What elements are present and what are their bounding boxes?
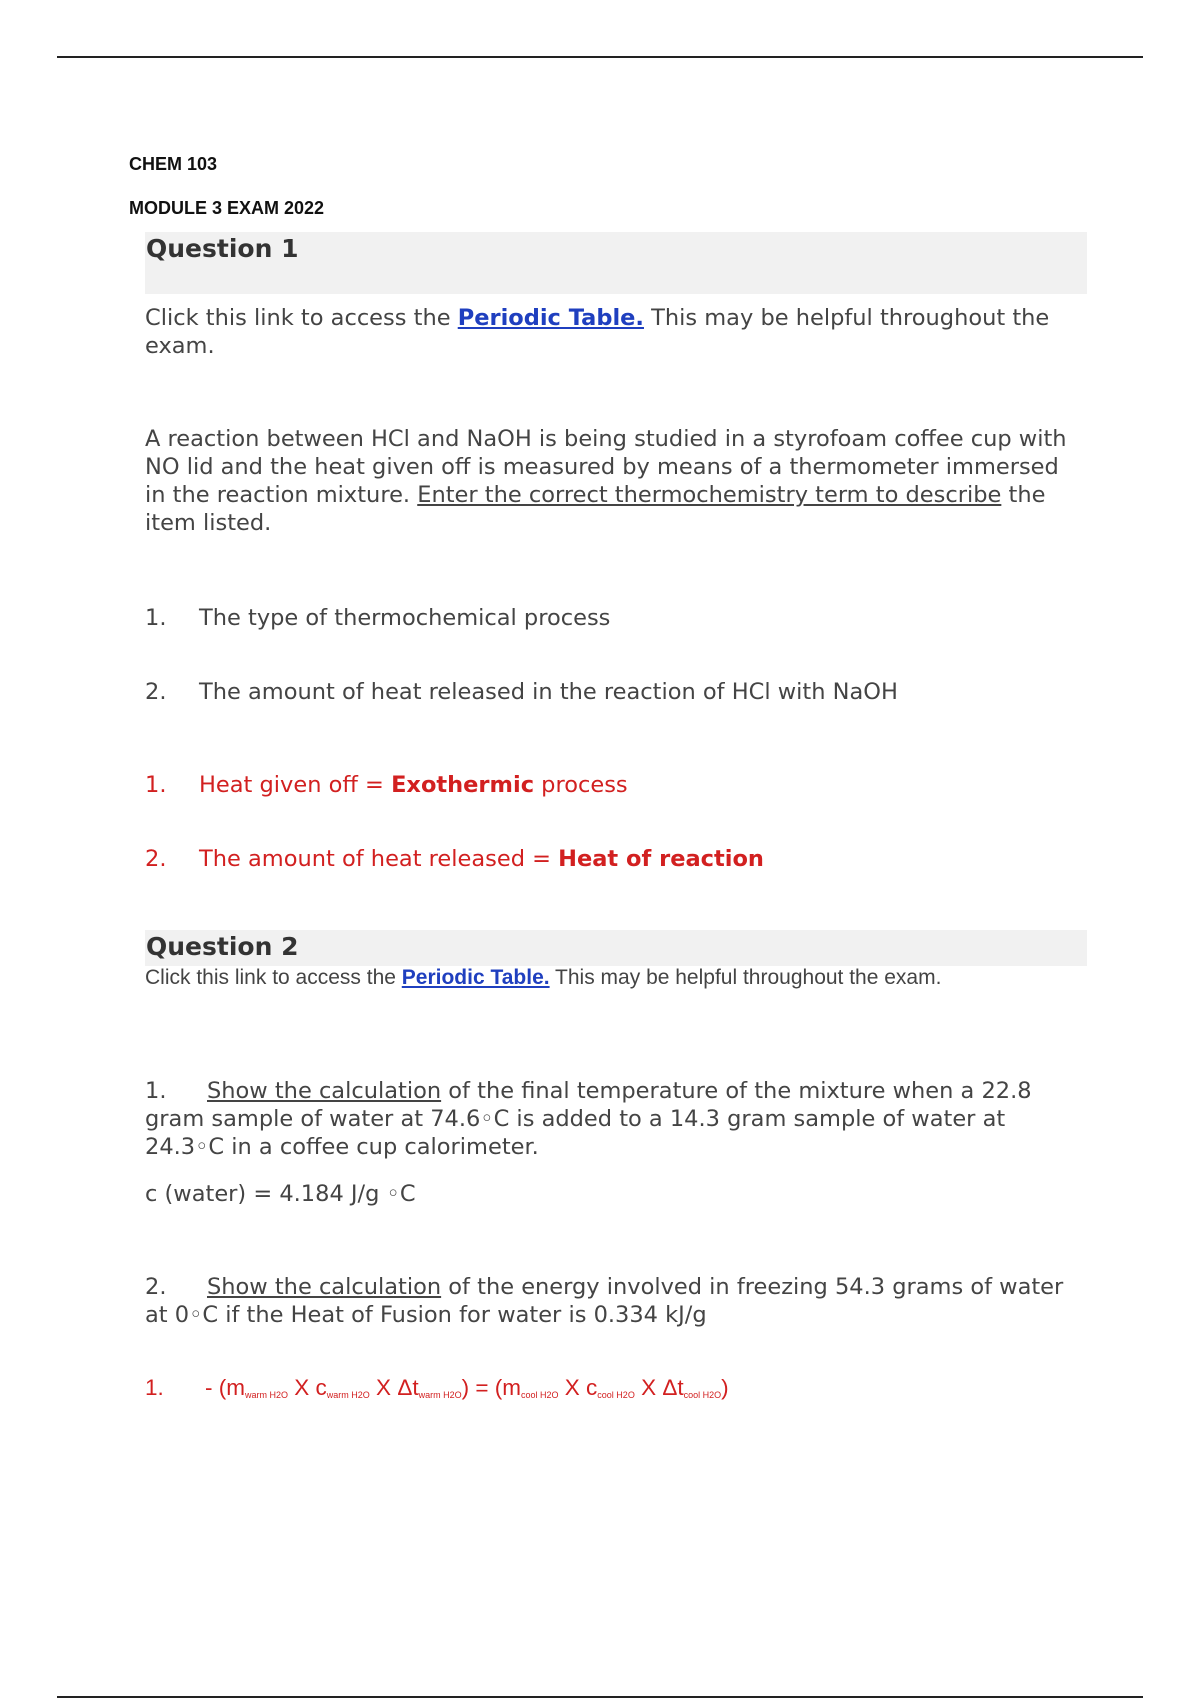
- q1-intro-text-end: This may be helpful throughout the exam.: [145, 305, 1050, 359]
- q2-part-2-text: of the energy involved in freezing 54.3 grams of water at 0◦C if the Heat of Fusion for water is 0.334 kJ/g: [145, 1274, 1064, 1328]
- q2-answer-number: 1.: [145, 1375, 164, 1400]
- formula-sub-warm-c: warm H2O: [326, 1390, 370, 1400]
- q1-answer-1-text-end: process: [534, 772, 628, 798]
- q2-answer-formula: [145, 1375, 729, 1401]
- q2-part-2-underlined: Show the calculation: [207, 1274, 442, 1300]
- periodic-table-link-2[interactable]: Periodic Table.: [401, 966, 550, 989]
- q2-part-1-underlined: Show the calculation: [207, 1078, 442, 1104]
- formula-sub-cool-dt: cool H2O: [683, 1390, 722, 1400]
- formula-sub-cool-m: cool H2O: [521, 1390, 559, 1400]
- exam-title: MODULE 3 EXAM 2022: [129, 198, 325, 218]
- formula-m-cool: m: [502, 1375, 521, 1400]
- q2-part-2: [145, 1273, 1085, 1329]
- q2-part-1-number: 1.: [145, 1078, 167, 1104]
- q1-item-1: [145, 604, 610, 632]
- q1-item-2-text: The amount of heat released in the reaction of HCl with NaOH: [199, 679, 898, 705]
- formula-m-warm: m: [226, 1375, 245, 1400]
- question-1-title: Question 1: [146, 234, 299, 263]
- q1-answer-1-term: Exothermic: [391, 772, 535, 798]
- formula-close: ): [721, 1375, 729, 1400]
- q1-answer-2: [145, 845, 764, 873]
- q1-scenario-text-end: the item listed.: [145, 482, 1046, 536]
- q1-item-2: [145, 678, 898, 706]
- q2-intro-text: Click this link to access the: [145, 966, 402, 989]
- q1-scenario: [145, 425, 1085, 537]
- q2-part-1-text: of the final temperature of the mixture when a 22.8 gram sample of water at 74.6◦C is added to a 14.3 gram sample of water at 24.3◦C in a coffee cup calorimeter.: [145, 1078, 1032, 1160]
- bottom-rule: [57, 1696, 1143, 1698]
- q2-part-2-number: 2.: [145, 1274, 167, 1300]
- top-rule: [57, 56, 1143, 58]
- formula-sub-cool-c: cool H2O: [597, 1390, 635, 1400]
- q1-intro-text: Click this link to access the: [145, 305, 458, 331]
- q1-answer-1: [145, 771, 628, 799]
- formula-dt-warm: Δt: [397, 1375, 419, 1400]
- formula-equals: ) = (: [461, 1375, 503, 1400]
- q1-item-1-number: 1.: [145, 605, 167, 631]
- formula-times: X: [288, 1375, 316, 1400]
- q1-answer-2-number: 2.: [145, 846, 167, 872]
- question-2-title: Question 2: [146, 932, 299, 961]
- q2-intro: [145, 966, 941, 990]
- formula-c-cool: c: [586, 1375, 598, 1400]
- formula-times: X: [634, 1375, 663, 1400]
- formula-times: X: [369, 1375, 398, 1400]
- formula-prefix: - (: [205, 1375, 227, 1400]
- q1-item-1-text: The type of thermochemical process: [199, 605, 611, 631]
- formula-sub-warm-dt: warm H2O: [418, 1390, 462, 1400]
- periodic-table-link[interactable]: Periodic Table.: [457, 305, 644, 331]
- q1-answer-1-text: Heat given off =: [199, 772, 392, 798]
- c-water-line: c (water) = 4.184 J/g ◦C: [145, 1181, 416, 1207]
- formula-c-warm: c: [315, 1375, 327, 1400]
- q1-answer-1-number: 1.: [145, 772, 167, 798]
- question-1-header: [145, 232, 1087, 294]
- formula-sub-warm-m: warm H2O: [245, 1390, 289, 1400]
- formula-dt-cool: Δt: [662, 1375, 684, 1400]
- q2-part-1: [145, 1077, 1085, 1161]
- question-2-header: [145, 930, 1087, 966]
- q1-intro: [145, 304, 1085, 360]
- q1-answer-2-text: The amount of heat released =: [199, 846, 559, 872]
- q1-scenario-text: A reaction between HCl and NaOH is being studied in a styrofoam coffee cup with NO lid and the heat given off is measured by means of a thermometer immersed in the reaction mixture.: [145, 426, 1067, 508]
- formula-times: X: [558, 1375, 587, 1400]
- q2-intro-text-end: This may be helpful throughout the exam.: [549, 966, 942, 989]
- q1-item-2-number: 2.: [145, 679, 167, 705]
- q1-answer-2-term: Heat of reaction: [558, 846, 764, 872]
- q1-scenario-underlined: Enter the correct thermochemistry term to describe: [417, 482, 1002, 508]
- course-title: CHEM 103: [129, 154, 218, 174]
